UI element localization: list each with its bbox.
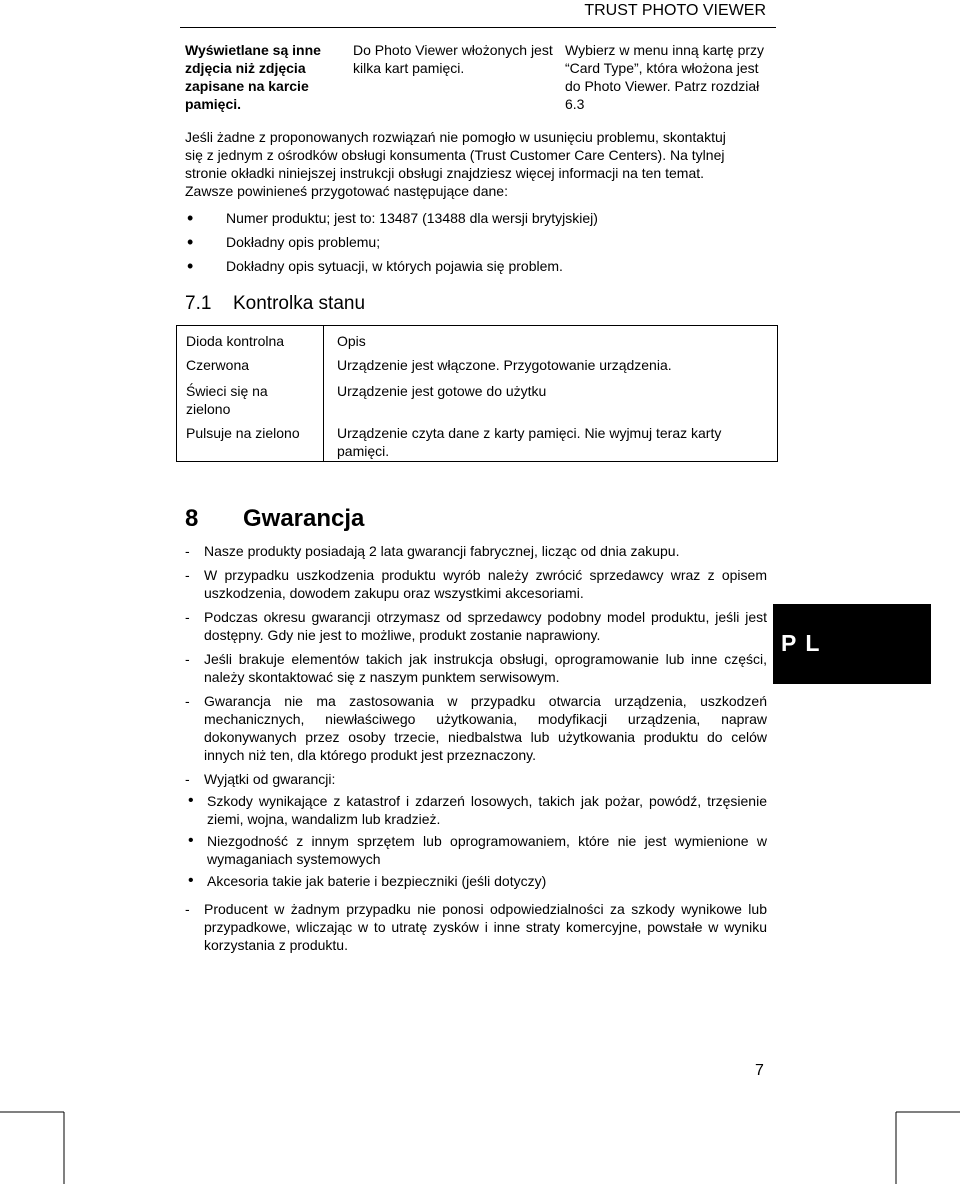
section-heading-7-1: [185, 293, 365, 315]
list-item: [185, 650, 767, 686]
support-paragraph-block: [185, 128, 745, 200]
list-item-text: Jeśli brakuje elementów takich jak instrukcja obsługi, oprogramowanie lub inne części, należy skontaktować się z naszym punktem serwisowym.: [204, 651, 767, 685]
list-item: • Dokładny opis sytuacji, w których pojawia się problem.: [185, 257, 598, 279]
list-item: • Dokładny opis problemu;: [185, 233, 598, 255]
column-header-description: Opis: [337, 333, 366, 349]
page-number: 7: [755, 1062, 764, 1079]
dash-marker: -: [185, 609, 190, 625]
problem-cell: Wyświetlane są inne zdjęcia niż zdjęcia zapisane na karcie pamięci.: [185, 42, 321, 112]
list-item: [185, 900, 767, 954]
description-cell: Urządzenie jest gotowe do użytku: [337, 383, 547, 399]
header-rule: [180, 27, 776, 28]
section-number: 8: [185, 505, 199, 532]
list-item: [185, 542, 767, 560]
list-item-text: Nasze produkty posiadają 2 lata gwarancji fabrycznej, licząc od dnia zakupu.: [204, 543, 680, 559]
language-tab: [773, 604, 931, 684]
column-divider: [323, 326, 324, 461]
section-title: Gwarancja: [243, 505, 365, 532]
crop-mark-left: [0, 1110, 70, 1184]
warranty-list: [185, 542, 767, 960]
list-item: • Niezgodność z innym sprzętem lub oprogramowaniem, które nie jest wymienione w wymaganiach systemowych: [185, 832, 767, 868]
crop-mark-right: [890, 1110, 960, 1184]
list-item: [185, 692, 767, 764]
list-item: • Szkody wynikające z katastrof i zdarzeń losowych, takich jak pożar, powódź, trzęsienie ziemi, wojna, wandalizm lub kradzież.: [185, 792, 767, 828]
table-row: [176, 41, 776, 113]
led-cell: Świeci się na zielono: [186, 383, 268, 417]
description-cell: Urządzenie czyta dane z karty pamięci. Nie wyjmuj teraz karty pamięci.: [337, 425, 722, 459]
support-bullet-list: [185, 209, 598, 279]
list-item: [185, 608, 767, 644]
list-item-text: W przypadku uszkodzenia produktu wyrób należy zwrócić sprzedawcy wraz z opisem uszkodzenia, dowodem zakupu oraz wszystkimi akcesoriami.: [204, 567, 767, 601]
cause-cell: Do Photo Viewer włożonych jest kilka kart pamięci.: [353, 42, 553, 76]
led-cell: Czerwona: [186, 357, 250, 373]
solution-cell: Wybierz w menu inną kartę przy “Card Type”, która włożona jest do Photo Viewer. Patrz rozdział 6.3: [565, 42, 765, 112]
header-title: TRUST PHOTO VIEWER: [584, 2, 766, 19]
dash-marker: -: [185, 567, 190, 583]
list-item: [185, 770, 767, 788]
dash-marker: -: [185, 771, 190, 787]
list-item-text: Podczas okresu gwarancji otrzymasz od sprzedawcy podobny model produktu, jeśli jest dostępny. Gdy nie jest to możliwe, produkt zostanie naprawiony.: [204, 609, 767, 643]
section-number: 7.1: [185, 293, 212, 314]
list-item-text: Gwarancja nie ma zastosowania w przypadku otwarcia urządzenia, uszkodzeń mechanicznych, niewłaściwego użytkowania, modyfikacji urządzenia, napraw dokonywanych przez osoby trzecie, niedbalstwa lub użytkowania produktu do celów innych niż ten, dla którego produkt jest przeznaczony.: [204, 693, 767, 763]
led-cell: Pulsuje na zielono: [186, 425, 300, 441]
section-title: Kontrolka stanu: [233, 293, 366, 314]
language-code: PL: [781, 630, 829, 656]
status-table: [176, 325, 778, 462]
list-item: • Akcesoria takie jak baterie i bezpieczniki (jeśli dotyczy): [185, 872, 767, 890]
section-heading-8: [185, 505, 364, 533]
exceptions-list: [185, 792, 767, 890]
list-item-text: Producent w żadnym przypadku nie ponosi odpowiedzialności za szkody wynikowe lub przypadkowe, wliczając w to utratę zysków i inne straty komercyjne, powstałe w wyniku korzystania z produktu.: [204, 901, 767, 953]
dash-marker: -: [185, 543, 190, 559]
support-paragraph: Jeśli żadne z proponowanych rozwiązań nie pomogło w usunięciu problemu, skontaktuj się z jednym z ośrodków obsługi konsumenta (Trust Customer Care Centers). Na tylnej stronie okładki niniejszej instrukcji obsługi znajdziesz więcej informacji na ten temat. Zawsze powinieneś przygotować następujące dane:: [185, 129, 726, 199]
list-item-text: Wyjątki od gwarancji:: [204, 771, 336, 787]
troubleshooting-table: [176, 41, 776, 113]
list-item: • Numer produktu; jest to: 13487 (13488 dla wersji brytyjskiej): [185, 209, 598, 231]
dash-marker: -: [185, 693, 190, 709]
dash-marker: -: [185, 651, 190, 667]
dash-marker: -: [185, 901, 190, 917]
description-cell: Urządzenie jest włączone. Przygotowanie urządzenia.: [337, 357, 672, 373]
column-header-led: Dioda kontrolna: [186, 333, 285, 349]
list-item: [185, 566, 767, 602]
